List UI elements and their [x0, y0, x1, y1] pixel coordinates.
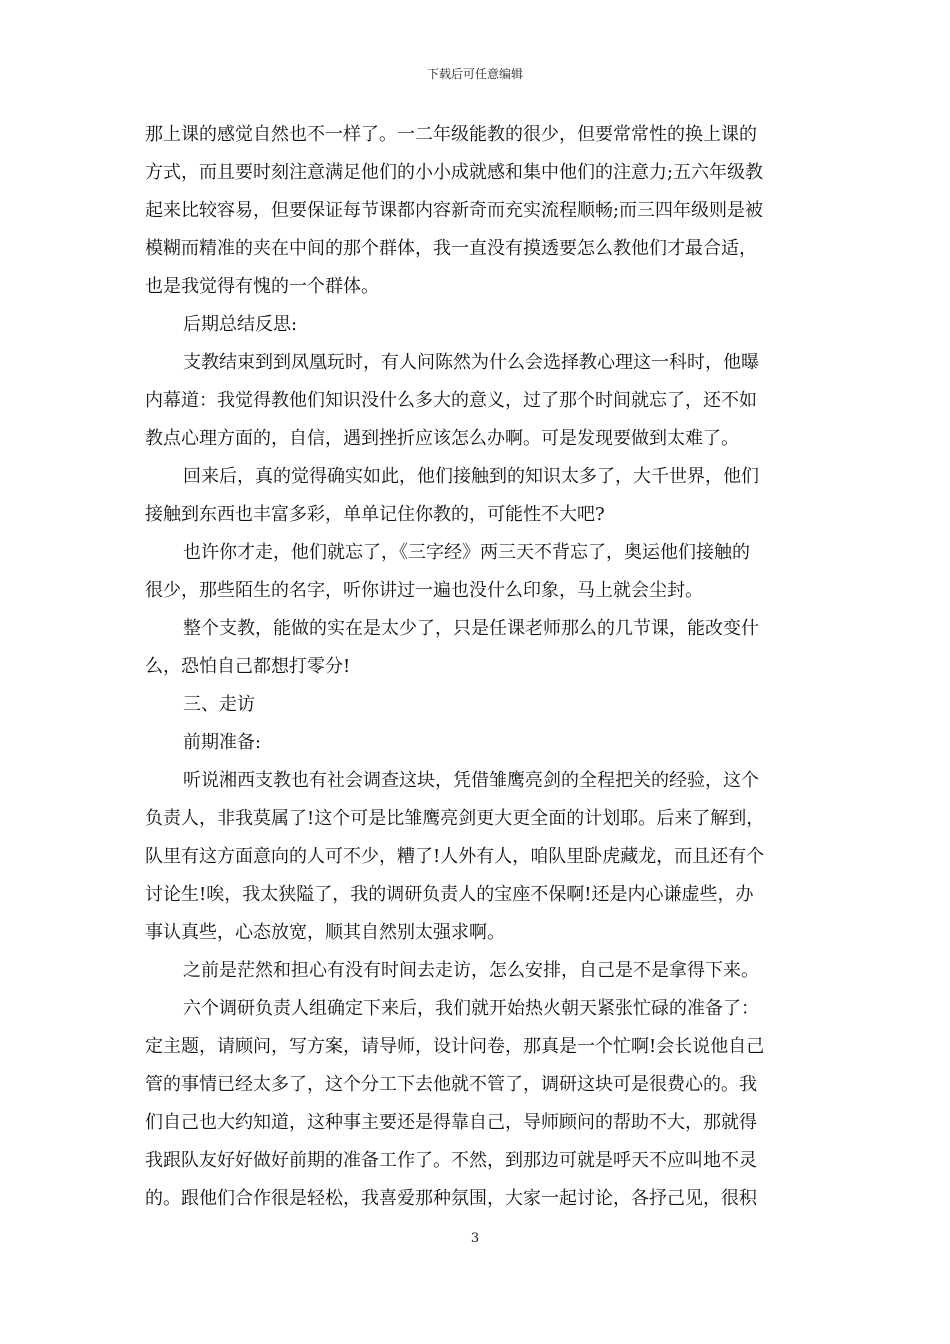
text-line: 负责人，非我莫属了!这个可是比雏鹰亮剑更大更全面的计划耶。后来了解到，: [145, 808, 765, 829]
text-line: 么，恐怕自己都想打零分!: [145, 656, 351, 677]
text-line: 内幕道：我觉得教他们知识没什么多大的意义，过了那个时间就忘了，还不如: [145, 390, 757, 411]
text-line: 事认真些，心态放宽，顺其自然别太强求啊。: [145, 922, 505, 943]
text-line: 的。跟他们合作很是轻松，我喜爱那种氛围，大家一起讨论，各抒己见，很积: [145, 1188, 757, 1209]
text-line: 很少，那些陌生的名字，听你讲过一遍也没什么印象，马上就会尘封。: [145, 580, 703, 601]
body-text: [145, 116, 811, 1218]
text-line: 支教结束到到凤凰玩时，有人问陈然为什么会选择教心理这一科时，他曝: [183, 352, 759, 373]
text-line: 管的事情已经太多了，这个分工下去他就不管了，调研这块可是很费心的。我: [145, 1074, 757, 1095]
text-line: 讨论生!唉，我太狭隘了，我的调研负责人的宝座不保啊!还是内心谦虚些，办: [145, 884, 754, 905]
page-header: 下载后可任意编辑: [426, 67, 523, 81]
text-line: 六个调研负责人组确定下来后，我们就开始热火朝天紧张忙碌的准备了：: [183, 998, 759, 1019]
text-line: 们自己也大约知道，这种事主要还是得靠自己，导师顾问的帮助不大，那就得: [145, 1112, 757, 1133]
text-line: 教点心理方面的，自信，遇到挫折应该怎么办啊。可是发现要做到太难了。: [145, 428, 739, 449]
section-heading: 前期准备:: [183, 732, 262, 753]
text-line: 也是我觉得有愧的一个群体。: [145, 276, 379, 297]
text-line: 定主题，请顾问，写方案，请导师，设计问卷，那真是一个忙啊!会长说他自己: [145, 1036, 765, 1057]
text-line: 方式，而且要时刻注意满足他们的小小成就感和集中他们的注意力;五六年级教: [145, 162, 764, 183]
text-line: 之前是茫然和担心有没有时间去走访，怎么安排，自己是不是拿得下来。: [183, 960, 759, 981]
text-line: 整个支教，能做的实在是太少了，只是任课老师那么的几节课，能改变什: [183, 618, 759, 639]
text-line: 回来后，真的觉得确实如此，他们接触到的知识太多了，大千世界，他们: [183, 466, 759, 487]
text-line: 那上课的感觉自然也不一样了。一二年级能教的很少，但要常常性的换上课的: [145, 124, 757, 145]
text-line: 我跟队友好好做好前期的准备工作了。不然，到那边可就是呼天不应叫地不灵: [145, 1150, 757, 1171]
text-line: 起来比较容易，但要保证每节课都内容新奇而充实流程顺畅;而三四年级则是被: [145, 200, 764, 221]
section-heading: 三、走访: [183, 694, 255, 715]
text-line: 模糊而精准的夹在中间的那个群体，我一直没有摸透要怎么教他们才最合适，: [145, 238, 757, 259]
page-number: 3: [470, 1231, 480, 1246]
text-line: 听说湘西支教也有社会调查这块，凭借雏鹰亮剑的全程把关的经验，这个: [183, 770, 759, 791]
section-heading: 后期总结反思:: [183, 314, 298, 335]
text-line: 也许你才走，他们就忘了，《三字经》两三天不背忘了，奥运他们接触的: [183, 542, 750, 563]
text-line: 接触到东西也丰富多彩，单单记住你教的，可能性不大吧?: [145, 504, 605, 525]
text-line: 队里有这方面意向的人可不少，糟了!人外有人，咱队里卧虎藏龙，而且还有个: [145, 846, 765, 867]
